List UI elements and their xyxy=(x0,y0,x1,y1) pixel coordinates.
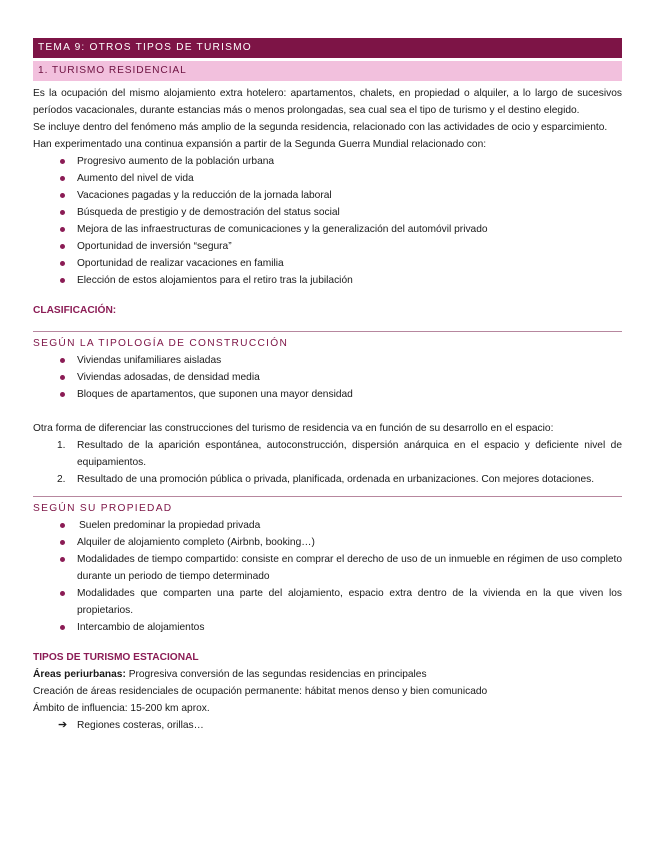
list-item xyxy=(33,517,622,534)
document-content xyxy=(33,38,622,734)
list-item: Elección de estos alojamientos para el retiro tras la jubilación xyxy=(33,272,622,289)
list-item: Viviendas unifamiliares aisladas xyxy=(33,352,622,369)
list-item: Vacaciones pagadas y la reducción de la jornada laboral xyxy=(33,187,622,204)
intro-paragraph-1: Es la ocupación del mismo alojamiento extra hotelero: apartamentos, chalets, en propiedad o alquiler, a lo largo de sucesivos períodos vacacionales, durante estancias más o menos prolongadas, sea cual sea el tipo de turismo y el destino elegido. xyxy=(33,88,622,116)
areas-text: Progresiva conversión de las segundas residencias en principales xyxy=(125,669,427,680)
areas-label: Áreas periurbanas: xyxy=(33,669,126,680)
list-item: Progresivo aumento de la población urbana xyxy=(33,153,622,170)
list-item: Mejora de las infraestructuras de comunicaciones y la generalización del automóvil privado xyxy=(33,221,622,238)
list-item: Intercambio de alojamientos xyxy=(33,619,622,636)
list-item: Modalidades que comparten una parte del alojamiento, espacio extra dentro de la vivienda en la que viven los propietarios. xyxy=(33,585,622,619)
intro-paragraph-3: Han experimentado una continua expansión a partir de la Segunda Guerra Mundial relacionado con: xyxy=(33,139,487,150)
tipologia-heading: SEGÚN LA TIPOLOGÍA DE CONSTRUCCIÓN xyxy=(33,331,622,352)
arrow-item-text: Regiones costeras, orillas… xyxy=(77,720,204,731)
item-number: 1. xyxy=(57,440,66,451)
item-text: Suelen predominar la propiedad privada xyxy=(79,520,261,531)
item-number: 2. xyxy=(57,474,66,485)
areas-periurbanas-line xyxy=(33,666,622,683)
list-item: Oportunidad de realizar vacaciones en familia xyxy=(33,255,622,272)
chapter-title: TEMA 9: OTROS TIPOS DE TURISMO xyxy=(33,38,622,58)
item-text: Resultado de la aparición espontánea, autoconstrucción, dispersión anárquica en el espacio y deficiente nivel de equipamientos. xyxy=(77,440,622,468)
arrow-item xyxy=(33,717,622,734)
item-text: Resultado de una promoción pública o privada, planificada, ordenada en urbanizaciones. Con mejores dotaciones. xyxy=(77,474,595,485)
numbered-item xyxy=(33,437,622,471)
list-item: Modalidades de tiempo compartido: consiste en comprar el derecho de uso de un inmueble en régimen de uso completo durante un periodo de tiempo determinado xyxy=(33,551,622,585)
tipologia-list xyxy=(33,352,622,403)
section-title: 1. TURISMO RESIDENCIAL xyxy=(33,61,622,81)
estacional-heading: TIPOS DE TURISMO ESTACIONAL xyxy=(33,652,199,663)
numbered-item xyxy=(33,471,622,488)
list-item: Aumento del nivel de vida xyxy=(33,170,622,187)
desarrollo-list xyxy=(33,437,622,488)
list-item: Oportunidad de inversión “segura” xyxy=(33,238,622,255)
list-item: Bloques de apartamentos, que suponen una mayor densidad xyxy=(33,386,622,403)
creacion-line: Creación de áreas residenciales de ocupación permanente: hábitat menos denso y bien comunicado xyxy=(33,686,488,697)
list-item: Búsqueda de prestigio y de demostración del status social xyxy=(33,204,622,221)
intro-paragraph-2: Se incluye dentro del fenómeno más amplio de la segunda residencia, relacionado con las actividades de ocio y esparcimiento. xyxy=(33,122,608,133)
list-item: Alquiler de alojamiento completo (Airbnb, booking…) xyxy=(33,534,622,551)
otra-forma-paragraph: Otra forma de diferenciar las construcciones del turismo de residencia va en función de su desarrollo en el espacio: xyxy=(33,423,554,434)
expansion-factors-list xyxy=(33,153,622,289)
arrow-right-icon: ➔ xyxy=(58,719,68,731)
ambito-line: Ámbito de influencia: 15-200 km aprox. xyxy=(33,703,210,714)
list-item: Viviendas adosadas, de densidad media xyxy=(33,369,622,386)
propiedad-heading: SEGÚN SU PROPIEDAD xyxy=(33,496,622,517)
clasificacion-heading: CLASIFICACIÓN: xyxy=(33,305,117,316)
propiedad-list xyxy=(33,517,622,636)
